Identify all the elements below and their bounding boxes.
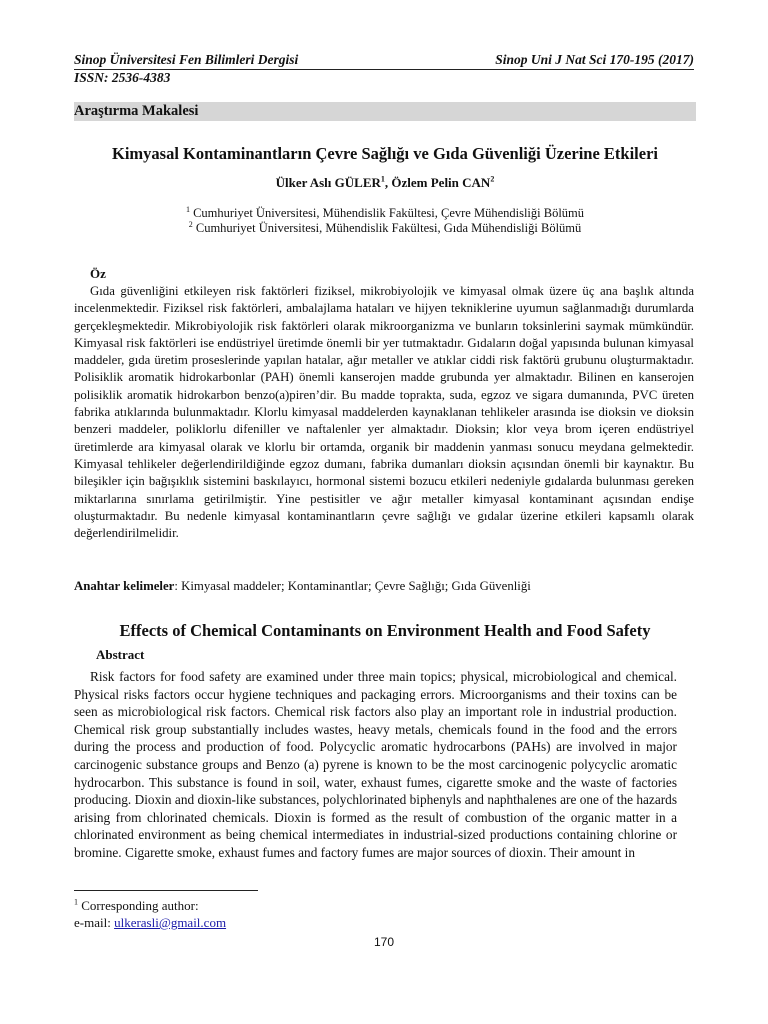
oz-body: Gıda güvenliğini etkileyen risk faktörleri fiziksel, mikrobiyolojik ve kimyasal olmak üzere üç ana başlık altında incelenmektedir. Fiziksel risk faktörleri, ambalajlama hataları ve hijyen tekniklerine uyumun sağlanmadığı durumlarda gerçekleşmektedir. Mikrobiyolojik risk faktörleri olarak mikroorganizma ve bunların toksinlerini saymak mümkündür. Kimyasal risk faktörleri ise endüstriyel üretimde önemli bir yer tutmaktadır. Gıdaların doğal yapısında bulunan kimyasal maddeler, gıda üretim proseslerinde yapılan hatalar, ağır metaller ve atıklar ciddi risk faktörü grubunu oluşturmaktadır. Polisiklik aromatik hidrokarbonlar (PAH) önemli kanserojen madde grubunda yer almaktadır. Bilinen en kanserojen polisiklik aromatik hidrokarbon benzo(a)piren’dir. Bu madde toprakta, suda, egzoz ve sigara dumanında, PVC üreten fabrika atıklarında bulunmaktadır. Klorlu kimyasal maddelerden kaynaklanan tehlikeler arasında ise dioksin ve dioksin benzeri maddeler, poliklorlu difeniller ve naftalenler yer almaktadır. Dioksin; klor veya brom içeren endüstriyel üretimlerde ara kimyasal olarak ve klorlu bir ortamda, organik bir maddenin yanması sonucu meydana gelmektedir. Kimyasal tehlikeler değerlendirildiğinde egzoz dumanı, fabrika dumanları dioksin açısından önemli bir kaynaktır. Bu bileşikler için bağışıklık sistemini baskılayıcı, hormonal sistemi bozucu etkileri nedeniyle gıdalarda bulunması gereken miktarlarına sınırlama getirilmiştir. Yine pestisitler ve ağır metaller kimyasal kontaminant açısından endişe oluşturmaktadır. Bu nedenle kimyasal kontaminantların çevre sağlığı ve gıdalar üzerine etkileri kapsamlı olarak değerlendirilmelidir. xyxy=(74,284,694,541)
page-number: 170 xyxy=(373,935,395,949)
running-header xyxy=(74,52,694,70)
author-1: Ülker Aslı GÜLER xyxy=(275,175,381,190)
oz-heading: Öz xyxy=(90,266,106,281)
journal-citation: Sinop Uni J Nat Sci 170-195 (2017) xyxy=(495,52,694,67)
affiliation-1-text: Cumhuriyet Üniversitesi, Mühendislik Fakültesi, Çevre Mühendisliği Bölümü xyxy=(193,206,585,220)
affiliation-1 xyxy=(74,206,696,221)
email-label: e-mail: xyxy=(74,915,115,930)
keywords-text: : Kimyasal maddeler; Kontaminantlar; Çevre Sağlığı; Gıda Güvenliği xyxy=(174,579,531,593)
author-2: Özlem Pelin CAN xyxy=(391,175,491,190)
footnote-rule xyxy=(74,890,258,891)
affiliation-2-sup: 2 xyxy=(188,219,193,229)
article-type: Araştırma Makalesi xyxy=(74,103,199,119)
affiliation-1-sup: 1 xyxy=(185,204,190,214)
title-english: Effects of Chemical Contaminants on Environment Health and Food Safety xyxy=(119,621,651,640)
abstract-heading: Abstract xyxy=(96,647,145,662)
footnote-sup: 1 xyxy=(74,897,78,907)
affiliation-2 xyxy=(74,221,696,236)
affiliation-2-text: Cumhuriyet Üniversitesi, Mühendislik Fakültesi, Gıda Mühendisliği Bölümü xyxy=(195,221,582,235)
email-link[interactable]: ulkerasli@gmail.com xyxy=(114,915,227,930)
journal-name: Sinop Üniversitesi Fen Bilimleri Dergisi xyxy=(74,52,299,67)
author-1-sup: 1 xyxy=(380,174,385,184)
footnote-corresponding xyxy=(74,898,199,914)
keywords-label: Anahtar kelimeler xyxy=(74,579,175,593)
article-type-banner xyxy=(74,102,696,121)
authors xyxy=(74,175,696,191)
keywords xyxy=(74,579,694,594)
author-separator: , xyxy=(384,175,392,190)
footnote-corresponding-text: Corresponding author: xyxy=(78,898,199,913)
title-turkish: Kimyasal Kontaminantların Çevre Sağlığı ve Gıda Güvenliği Üzerine Etkileri xyxy=(111,144,658,163)
issn: ISSN: 2536-4383 xyxy=(74,70,171,85)
abstract-body: Risk factors for food safety are examined under three main topics; physical, microbiological and chemical. Physical risks factors occur hygiene techniques and packaging errors. Microorganisms and their toxins can be seen as microbiological risk factors. Chemical risk factors also play an important role in industrial production. Chemical risk group substantially includes wastes, heavy metals, chemicals found in the food and the errors during the process and production of food. Polycyclic aromatic hydrocarbons (PAHs) are involved in major carcinogenic substance groups and Benzo (a) pyrene is known to be the most carcinogenic polycyclic aromatic hydrocarbon. This substance is found in soil, water, exhaust fumes, cigarette smoke and the waste of factories producing. Dioxin and dioxin-like substances, polychlorinated biphenyls and naphthalenes are one of the hazards arising from chlorinated chemicals. Dioxin is formed as the result of combustion of the organic matter in a chlorinated environment as being chemical intermediates in industrial-sized productions containing chlorine or bromine. Cigarette smoke, exhaust fumes and factory fumes are major sources of dioxin. Their amount in xyxy=(74,669,677,860)
author-2-sup: 2 xyxy=(490,174,495,184)
footnote-email xyxy=(74,915,226,931)
